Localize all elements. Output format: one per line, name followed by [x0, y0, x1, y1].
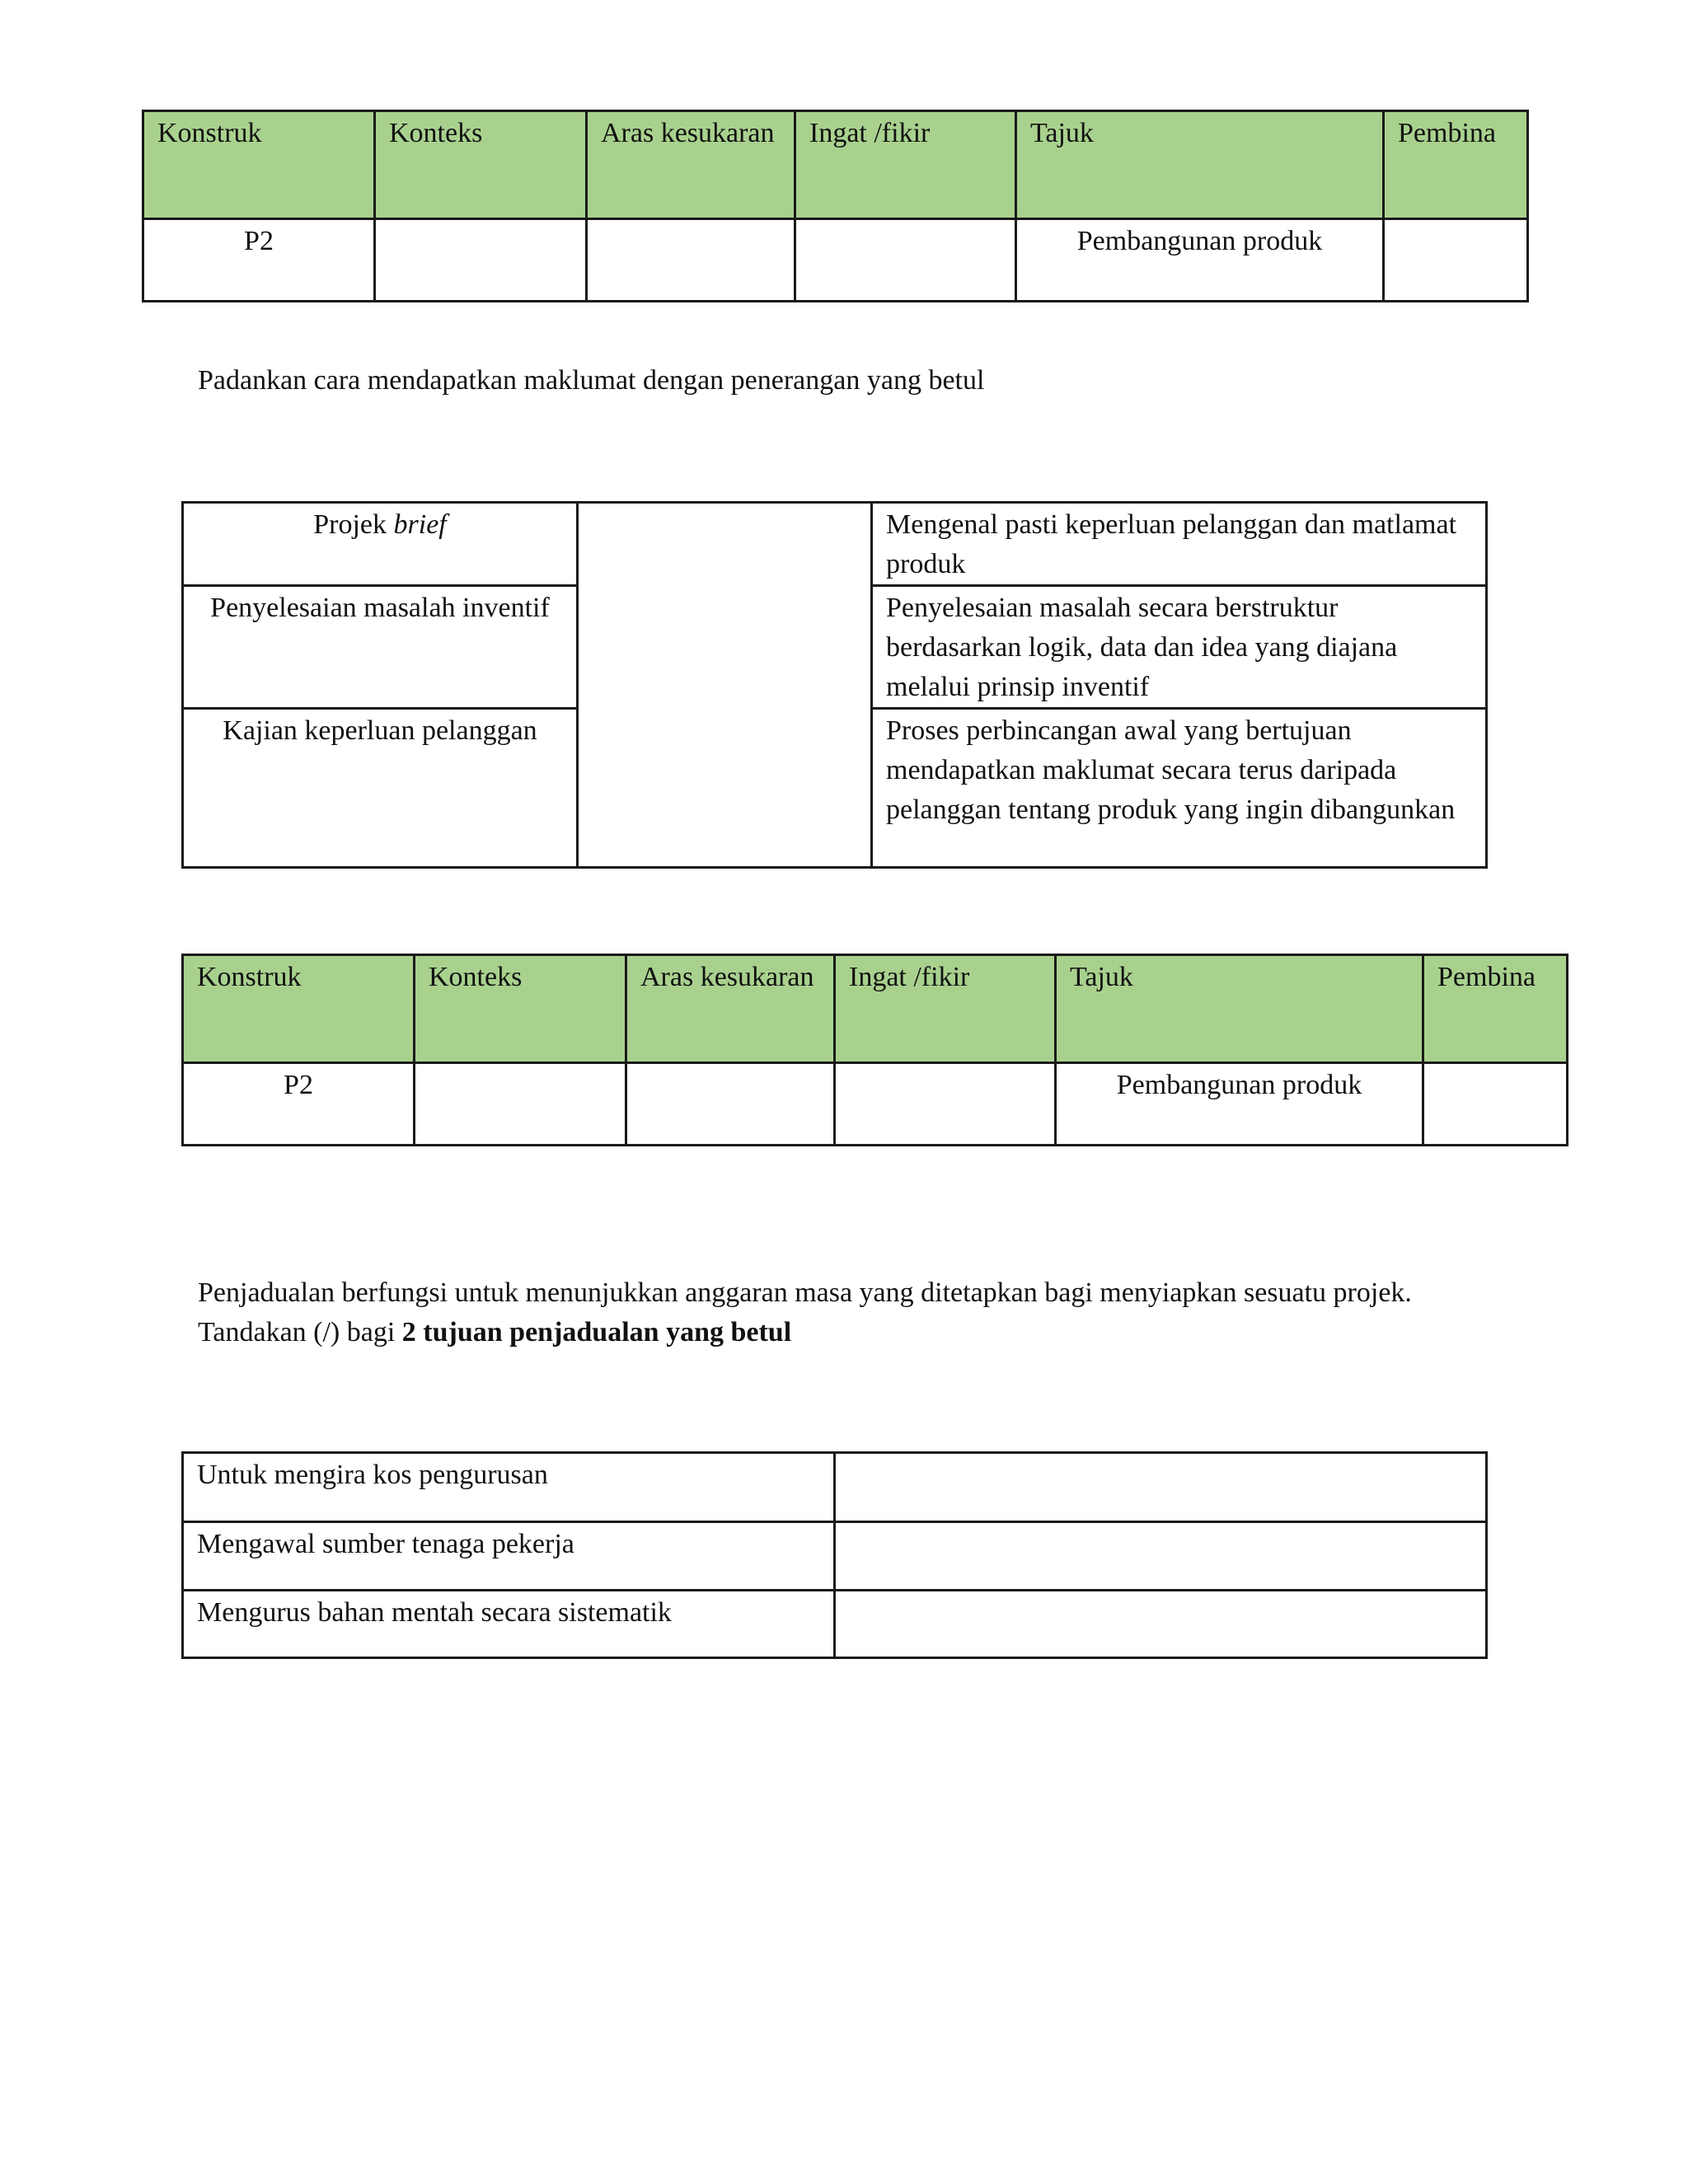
option-label: Mengawal sumber tenaga pekerja [183, 1522, 835, 1591]
aras-value [626, 1063, 835, 1146]
match-left-item [183, 503, 578, 586]
header-tajuk: Tajuk [1056, 955, 1423, 1063]
match-left-italic: brief [393, 509, 447, 540]
tajuk-value: Pembangunan produk [1056, 1063, 1423, 1146]
ingat-value [795, 219, 1016, 302]
option-label: Untuk mengira kos pengurusan [183, 1453, 835, 1522]
match-right-item: Proses perbincangan awal yang bertujuan mendapatkan maklumat secara terus daripada pelanggan tentang produk yang ingin dibangunkan [872, 709, 1487, 868]
match-left-item: Kajian keperluan pelanggan [183, 709, 578, 868]
info-header-table [181, 954, 1568, 1146]
option-tick-cell[interactable] [835, 1522, 1487, 1591]
konstruk-value: P2 [183, 1063, 415, 1146]
aras-value [587, 219, 795, 302]
question2-instruction-bold: 2 tujuan penjadualan yang betul [401, 1317, 792, 1347]
question2-instruction-text: Penjadualan berfungsi untuk menunjukkan anggaran masa yang ditetapkan bagi menyiapkan sesuatu projek. Tandakan (/) bagi [198, 1277, 1412, 1347]
info-header-table [142, 110, 1529, 302]
match-answer-space[interactable] [578, 503, 872, 868]
header-konstruk: Konstruk [143, 111, 375, 219]
question1-instruction: Padankan cara mendapatkan maklumat dengan penerangan yang betul [198, 365, 985, 396]
matching-table [181, 501, 1488, 869]
match-right-item: Mengenal pasti keperluan pelanggan dan matlamat produk [872, 503, 1487, 586]
option-tick-cell[interactable] [835, 1453, 1487, 1522]
header-pembina: Pembina [1384, 111, 1528, 219]
option-label: Mengurus bahan mentah secara sistematik [183, 1591, 835, 1658]
header-tajuk: Tajuk [1016, 111, 1384, 219]
header-ingat-fikir: Ingat /fikir [795, 111, 1016, 219]
ingat-value [835, 1063, 1056, 1146]
header-konstruk: Konstruk [183, 955, 415, 1063]
header-pembina: Pembina [1423, 955, 1568, 1063]
pembina-value [1384, 219, 1528, 302]
header-ingat-fikir: Ingat /fikir [835, 955, 1056, 1063]
match-left-text: Projek [313, 509, 394, 540]
konteks-value [375, 219, 587, 302]
header-konteks: Konteks [375, 111, 587, 219]
pembina-value [1423, 1063, 1568, 1146]
konteks-value [415, 1063, 626, 1146]
option-tick-cell[interactable] [835, 1591, 1487, 1658]
header-aras-kesukaran: Aras kesukaran [587, 111, 795, 219]
konstruk-value: P2 [143, 219, 375, 302]
question2-instruction [198, 1273, 1484, 1352]
match-right-item: Penyelesaian masalah secara berstruktur berdasarkan logik, data dan idea yang diajana melalui prinsip inventif [872, 586, 1487, 709]
header-aras-kesukaran: Aras kesukaran [626, 955, 835, 1063]
match-left-item: Penyelesaian masalah inventif [183, 586, 578, 709]
header-konteks: Konteks [415, 955, 626, 1063]
tajuk-value: Pembangunan produk [1016, 219, 1384, 302]
schedule-options-table [181, 1451, 1488, 1659]
